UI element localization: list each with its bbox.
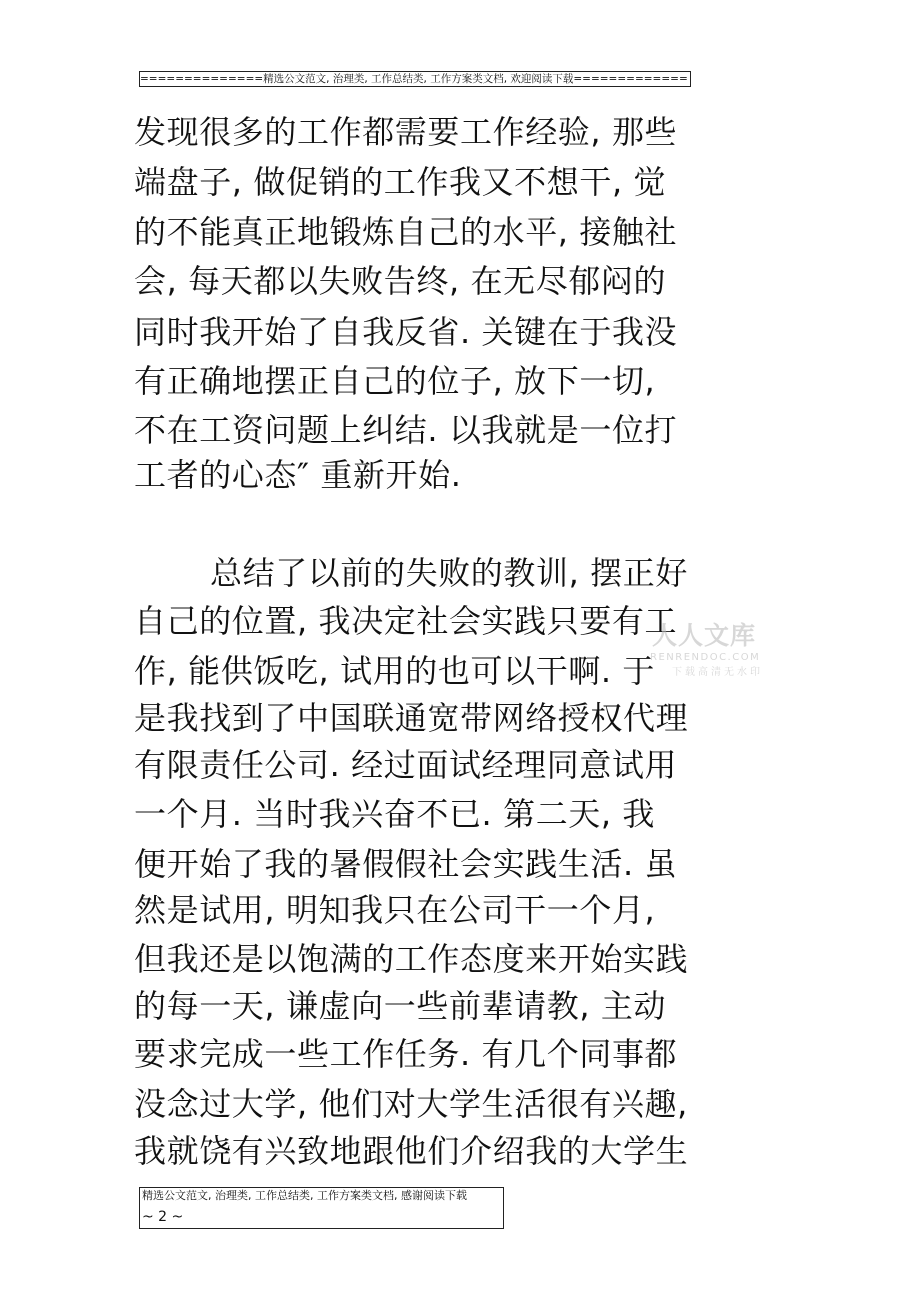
body-line: 然是试用, 明知我只在公司干一个月, — [134, 891, 656, 929]
body-line: 要求完成一些工作任务. 有几个同事都 — [134, 1035, 678, 1073]
body-line: 作, 能供饭吃, 试用的也可以干啊. 于 — [134, 652, 656, 690]
body-line: 总结了以前的失败的教训, 摆正好 — [210, 554, 688, 592]
page-footer — [139, 1187, 504, 1229]
body-line: 自己的位置, 我决定社会实践只要有工 — [134, 602, 678, 640]
body-line: 没念过大学, 他们对大学生活很有兴趣, — [134, 1085, 688, 1123]
body-line: 的不能真正地锻炼自己的水平, 接触社 — [134, 213, 678, 251]
body-line: 有限责任公司. 经过面试经理同意试用 — [134, 746, 678, 784]
body-line: 便开始了我的暑假假社会实践生活. 虽 — [134, 845, 678, 883]
watermark-sub-text: 下载高清无水印 — [672, 667, 763, 678]
header-text: ==============精选公文范文, 治理类, 工作总结类, 工作方案类文档, 欢迎阅读下载============= — [140, 73, 688, 85]
body-line: 端盘子, 做促销的工作我又不想干, 觉 — [134, 163, 667, 201]
page-number: ~ 2 ~ — [142, 1209, 184, 1225]
page-header — [139, 71, 691, 87]
body-line: 是我找到了中国联通宽带网络授权代理 — [134, 699, 689, 737]
watermark-url: RENRENDOC.COM — [650, 652, 761, 663]
body-line: 有正确地摆正自己的位子, 放下一切, — [134, 362, 656, 400]
watermark-main-text: 人人文库 — [652, 621, 757, 650]
body-line: 不在工资问题上纠结. 以我就是一位打 — [134, 411, 678, 449]
watermark-logo — [650, 622, 775, 686]
body-line: 同时我开始了自我反省. 关键在于我没 — [134, 313, 678, 351]
body-line: 一个月. 当时我兴奋不已. 第二天, 我 — [134, 795, 656, 833]
body-line: 我就饶有兴致地跟他们介绍我的大学生 — [134, 1132, 689, 1170]
body-line: 发现很多的工作都需要工作经验, 那些 — [134, 113, 678, 151]
body-line: 但我还是以饱满的工作态度来开始实践 — [134, 940, 689, 978]
footer-text: 精选公文范文, 治理类, 工作总结类, 工作方案类文档, 感谢阅读下载 — [142, 1189, 467, 1202]
body-line: 的每一天, 谦虚向一些前辈请教, 主动 — [134, 987, 667, 1025]
body-line: 工者的心态″ 重新开始. — [134, 456, 462, 494]
body-line: 会, 每天都以失败告终, 在无尽郁闷的 — [134, 262, 667, 300]
